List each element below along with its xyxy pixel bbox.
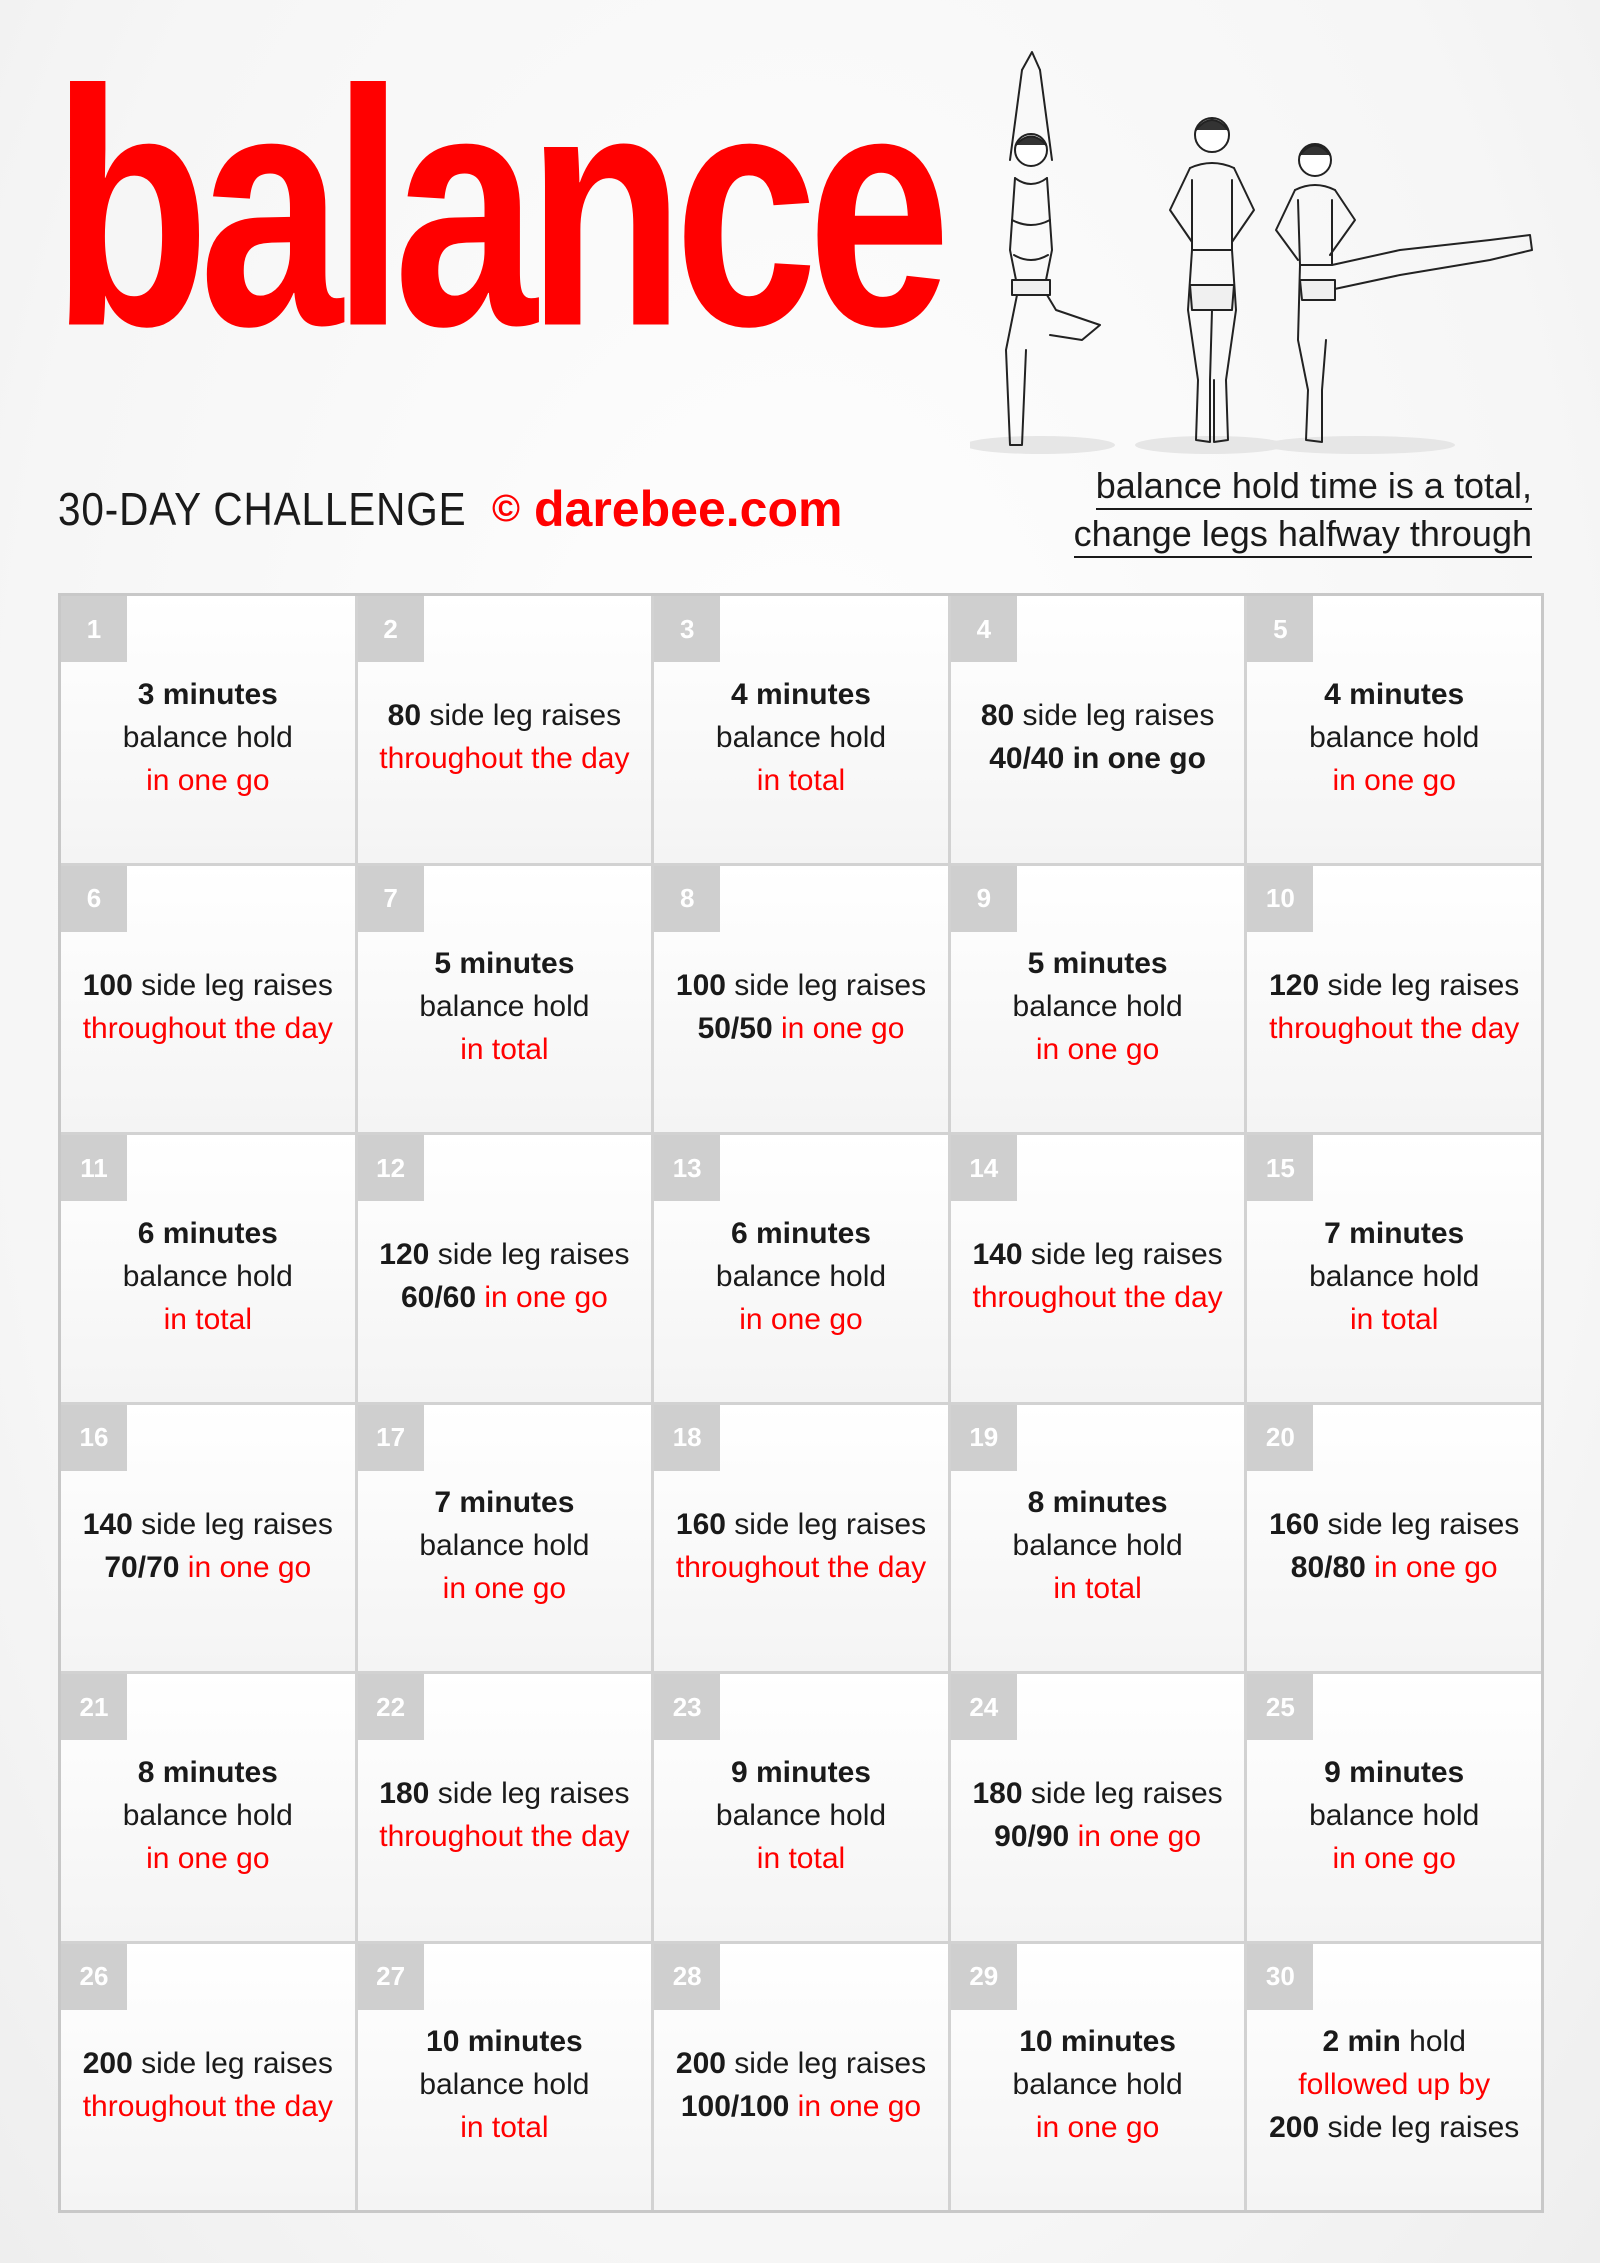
task-text: 180 xyxy=(972,1777,1023,1811)
task-text: minutes xyxy=(1340,677,1465,711)
day-number: 11 xyxy=(61,1135,127,1201)
day-cell-15 xyxy=(1247,1135,1541,1402)
task-line xyxy=(1269,1007,1519,1050)
task-highlight: in one go xyxy=(1332,763,1456,797)
day-cell-8 xyxy=(654,866,948,1133)
task-text: 100 xyxy=(82,968,133,1002)
day-task xyxy=(123,673,293,802)
task-text: 200 xyxy=(1269,2111,1320,2145)
task-line xyxy=(419,2063,589,2106)
task-line xyxy=(716,673,886,716)
task-highlight: in one go xyxy=(1365,1550,1498,1584)
day-number: 25 xyxy=(1247,1674,1313,1740)
day-number: 8 xyxy=(654,866,720,932)
task-text: minutes xyxy=(1044,947,1168,981)
day-task xyxy=(1309,673,1479,802)
task-line xyxy=(123,1751,293,1794)
task-highlight: in total xyxy=(756,1841,846,1875)
task-highlight: in one go xyxy=(1035,1033,1160,1067)
day-cell-9 xyxy=(951,866,1245,1133)
brand-name: darebee.com xyxy=(534,481,843,537)
task-text: side leg raises xyxy=(1319,1507,1520,1541)
task-highlight: in one go xyxy=(146,763,270,797)
task-text: 10 xyxy=(1019,2025,1053,2059)
task-text: 8 xyxy=(1027,1486,1045,1520)
task-text: balance hold xyxy=(419,990,590,1024)
day-number: 20 xyxy=(1247,1405,1313,1471)
task-line xyxy=(1269,2106,1519,2149)
task-text: balance hold xyxy=(715,720,887,754)
task-text: 7 xyxy=(1324,1216,1341,1250)
task-line xyxy=(973,1815,1223,1858)
day-task xyxy=(419,1481,589,1610)
task-text: side leg raises xyxy=(725,968,927,1002)
day-number: 26 xyxy=(61,1944,127,2010)
task-line xyxy=(1309,759,1479,802)
task-line xyxy=(419,1524,589,1567)
task-line xyxy=(1309,1751,1479,1794)
task-text: side leg raises xyxy=(725,2046,927,2080)
task-text: balance hold xyxy=(419,2068,590,2102)
task-highlight: followed up by xyxy=(1298,2068,1491,2102)
task-line xyxy=(981,694,1214,737)
day-cell-12 xyxy=(358,1135,652,1402)
task-text: 8 xyxy=(137,1755,155,1789)
day-task xyxy=(676,1503,926,1589)
task-highlight: in one go xyxy=(1069,1820,1202,1854)
task-text: 200 xyxy=(82,2046,133,2080)
task-line xyxy=(1013,1028,1183,1071)
day-cell-3 xyxy=(654,596,948,863)
day-task xyxy=(1269,964,1519,1050)
task-text: side leg raises xyxy=(1319,2111,1520,2145)
task-line xyxy=(1013,2020,1183,2063)
task-line xyxy=(1309,1837,1479,1880)
task-line xyxy=(419,1028,589,1071)
day-number: 22 xyxy=(358,1674,424,1740)
task-line xyxy=(1309,1298,1479,1341)
task-text: side leg raises xyxy=(1014,699,1215,733)
task-text: 160 xyxy=(1269,1507,1320,1541)
task-text: side leg raises xyxy=(132,968,333,1002)
task-text: balance hold xyxy=(1012,990,1183,1024)
day-task xyxy=(716,1212,886,1341)
task-line xyxy=(676,1546,926,1589)
task-line xyxy=(379,737,629,780)
task-line xyxy=(419,1481,589,1524)
day-cell-14 xyxy=(951,1135,1245,1402)
task-text: 3 xyxy=(137,677,155,711)
task-highlight: in one go xyxy=(739,1302,863,1336)
day-number: 1 xyxy=(61,596,127,662)
day-number: 17 xyxy=(358,1405,424,1471)
task-text: minutes xyxy=(459,2025,583,2059)
task-line xyxy=(379,1815,629,1858)
task-highlight: in one go xyxy=(1035,2111,1160,2145)
task-line xyxy=(676,1503,926,1546)
task-line xyxy=(716,1751,886,1794)
task-text: 4 xyxy=(730,677,748,711)
day-task xyxy=(1013,942,1183,1071)
task-line xyxy=(123,1212,293,1255)
instruction-note xyxy=(1012,462,1532,558)
task-highlight: throughout the day xyxy=(379,742,630,776)
task-text: balance hold xyxy=(419,1529,590,1563)
task-text: 60/60 xyxy=(400,1281,477,1315)
task-line xyxy=(123,1837,293,1880)
task-highlight: in one go xyxy=(476,1281,608,1315)
brand-link[interactable] xyxy=(492,480,842,538)
task-line xyxy=(716,1837,886,1880)
task-text: hold xyxy=(1400,2025,1466,2059)
day-cell-29 xyxy=(951,1944,1245,2211)
task-highlight: throughout the day xyxy=(82,2089,333,2123)
day-cell-21 xyxy=(61,1674,355,1941)
task-text: balance hold xyxy=(1309,1798,1480,1832)
day-task xyxy=(1013,1481,1183,1610)
standing-figure xyxy=(1170,118,1254,442)
day-number: 14 xyxy=(951,1135,1017,1201)
day-number: 21 xyxy=(61,1674,127,1740)
task-text: minutes xyxy=(154,677,278,711)
day-cell-6 xyxy=(61,866,355,1133)
task-text: side leg raises xyxy=(421,699,622,733)
task-text: 80 xyxy=(387,699,422,733)
task-text: 180 xyxy=(379,1777,430,1811)
task-text: minutes xyxy=(1340,1755,1465,1789)
task-line xyxy=(379,1772,629,1815)
task-line xyxy=(83,1007,333,1050)
task-text: balance hold xyxy=(1012,1529,1183,1563)
task-line xyxy=(379,1276,629,1319)
task-line xyxy=(716,1794,886,1837)
task-text: 6 xyxy=(137,1216,155,1250)
task-highlight: throughout the day xyxy=(82,1011,333,1045)
day-cell-16 xyxy=(61,1405,355,1672)
task-text: 10 xyxy=(426,2025,460,2059)
task-text: side leg raises xyxy=(1022,1238,1223,1272)
task-text: 5 xyxy=(434,947,452,981)
day-number: 5 xyxy=(1247,596,1313,662)
task-text: side leg raises xyxy=(132,2046,333,2080)
task-text: balance hold xyxy=(122,720,293,754)
task-line xyxy=(83,2085,333,2128)
tree-pose-figure xyxy=(1006,52,1100,445)
task-line xyxy=(716,1212,886,1255)
day-task xyxy=(716,1751,886,1880)
task-highlight: in one go xyxy=(772,1011,905,1045)
task-highlight: throughout the day xyxy=(675,1550,927,1584)
day-task xyxy=(123,1751,293,1880)
task-text: minutes xyxy=(747,1216,871,1250)
task-line xyxy=(1013,1481,1183,1524)
task-line xyxy=(83,2042,333,2085)
task-text: balance hold xyxy=(1012,2068,1183,2102)
task-text: minutes xyxy=(1340,1216,1465,1250)
task-text: 40/40 in one go xyxy=(989,742,1206,776)
day-task xyxy=(1269,2020,1519,2149)
day-number: 9 xyxy=(951,866,1017,932)
task-text: 120 xyxy=(379,1238,430,1272)
day-cell-1 xyxy=(61,596,355,863)
task-line xyxy=(1013,2063,1183,2106)
task-text: minutes xyxy=(154,1755,278,1789)
day-number: 30 xyxy=(1247,1944,1313,2010)
task-line xyxy=(123,759,293,802)
task-text: 120 xyxy=(1269,968,1320,1002)
challenge-calendar-grid xyxy=(58,593,1544,2213)
day-task xyxy=(1309,1751,1479,1880)
day-cell-5 xyxy=(1247,596,1541,863)
task-line xyxy=(676,1007,926,1050)
day-task xyxy=(972,1233,1222,1319)
day-number: 6 xyxy=(61,866,127,932)
task-line xyxy=(1013,1524,1183,1567)
day-task xyxy=(676,964,926,1050)
task-line xyxy=(419,985,589,1028)
day-cell-10 xyxy=(1247,866,1541,1133)
task-highlight: in total xyxy=(460,2111,549,2145)
task-text: side leg raises xyxy=(1319,968,1520,1002)
task-text: 6 xyxy=(730,1216,748,1250)
task-text: side leg raises xyxy=(725,1507,927,1541)
task-line xyxy=(972,1233,1222,1276)
task-line xyxy=(123,716,293,759)
day-task xyxy=(981,694,1214,780)
day-task xyxy=(419,942,589,1071)
task-line xyxy=(676,2042,926,2085)
task-line xyxy=(83,1546,333,1589)
task-text: 160 xyxy=(675,1507,726,1541)
task-line xyxy=(676,2085,926,2128)
task-line xyxy=(123,673,293,716)
day-number: 18 xyxy=(654,1405,720,1471)
task-text: minutes xyxy=(451,1486,575,1520)
task-line xyxy=(1269,2020,1519,2063)
day-number: 19 xyxy=(951,1405,1017,1471)
day-number: 23 xyxy=(654,1674,720,1740)
day-number: 27 xyxy=(358,1944,424,2010)
task-line xyxy=(1013,942,1183,985)
task-line xyxy=(1013,2106,1183,2149)
task-text: minutes xyxy=(154,1216,278,1250)
day-task xyxy=(1013,2020,1183,2149)
task-line xyxy=(1269,964,1519,1007)
day-cell-17 xyxy=(358,1405,652,1672)
task-text: balance hold xyxy=(1309,1259,1480,1293)
challenge-subtitle: 30-DAY CHALLENGE xyxy=(58,483,467,535)
day-cell-24 xyxy=(951,1674,1245,1941)
task-line xyxy=(972,1276,1222,1319)
day-number: 15 xyxy=(1247,1135,1313,1201)
day-number: 2 xyxy=(358,596,424,662)
task-text: 140 xyxy=(82,1507,133,1541)
day-task xyxy=(83,1503,333,1589)
day-cell-26 xyxy=(61,1944,355,2211)
task-line xyxy=(1269,1503,1519,1546)
note-line-1: balance hold time is a total, xyxy=(1096,465,1532,510)
task-line xyxy=(973,1772,1223,1815)
task-highlight: in total xyxy=(1349,1302,1439,1336)
task-line xyxy=(1309,716,1479,759)
task-text: 50/50 xyxy=(697,1011,773,1045)
day-cell-13 xyxy=(654,1135,948,1402)
task-text: 90/90 xyxy=(994,1820,1070,1854)
day-number: 3 xyxy=(654,596,720,662)
task-text: 2 min xyxy=(1322,2025,1401,2059)
day-cell-7 xyxy=(358,866,652,1133)
task-text: 4 xyxy=(1324,677,1341,711)
day-cell-4 xyxy=(951,596,1245,863)
task-line xyxy=(1309,1212,1479,1255)
exercise-figures-illustration xyxy=(970,50,1570,460)
task-text: 200 xyxy=(675,2046,726,2080)
task-line xyxy=(419,1567,589,1610)
task-text: side leg raises xyxy=(132,1507,333,1541)
task-text: balance hold xyxy=(715,1259,887,1293)
task-text: 80 xyxy=(980,699,1015,733)
day-cell-19 xyxy=(951,1405,1245,1672)
task-text: 140 xyxy=(972,1238,1023,1272)
day-cell-25 xyxy=(1247,1674,1541,1941)
task-line xyxy=(1013,985,1183,1028)
task-line xyxy=(676,964,926,1007)
day-number: 16 xyxy=(61,1405,127,1471)
task-line xyxy=(716,716,886,759)
task-text: minutes xyxy=(451,947,575,981)
task-text: minutes xyxy=(1044,1486,1168,1520)
side-leg-raise-figure xyxy=(1276,144,1532,442)
task-text: 80/80 xyxy=(1290,1550,1366,1584)
day-task xyxy=(83,2042,333,2128)
task-line xyxy=(716,759,886,802)
task-line xyxy=(1269,1546,1519,1589)
task-highlight: in one go xyxy=(146,1841,270,1875)
task-line xyxy=(1269,2063,1519,2106)
task-highlight: in one go xyxy=(179,1550,312,1584)
task-highlight: in one go xyxy=(442,1572,567,1606)
task-line xyxy=(83,964,333,1007)
day-cell-27 xyxy=(358,1944,652,2211)
day-cell-23 xyxy=(654,1674,948,1941)
task-highlight: in one go xyxy=(1332,1841,1456,1875)
task-text: balance hold xyxy=(715,1798,887,1832)
day-task xyxy=(123,1212,293,1341)
day-task xyxy=(379,1772,629,1858)
day-cell-20 xyxy=(1247,1405,1541,1672)
task-highlight: in total xyxy=(756,763,846,797)
task-line xyxy=(419,942,589,985)
day-task xyxy=(676,2042,926,2128)
task-line xyxy=(1309,1255,1479,1298)
day-number: 28 xyxy=(654,1944,720,2010)
page-title: balance xyxy=(52,19,941,397)
day-cell-28 xyxy=(654,1944,948,2211)
task-text: minutes xyxy=(1052,2025,1176,2059)
task-text: side leg raises xyxy=(429,1777,630,1811)
task-text: side leg raises xyxy=(1022,1777,1223,1811)
task-text: 9 xyxy=(730,1755,748,1789)
task-text: minutes xyxy=(747,677,871,711)
day-cell-2 xyxy=(358,596,652,863)
day-number: 10 xyxy=(1247,866,1313,932)
task-text: balance hold xyxy=(122,1259,293,1293)
task-line xyxy=(1309,673,1479,716)
task-text: 5 xyxy=(1027,947,1045,981)
task-line xyxy=(123,1794,293,1837)
task-line xyxy=(716,1255,886,1298)
day-number: 13 xyxy=(654,1135,720,1201)
day-task xyxy=(716,673,886,802)
task-line xyxy=(123,1255,293,1298)
task-highlight: in one go xyxy=(789,2089,922,2123)
day-cell-11 xyxy=(61,1135,355,1402)
task-highlight: in total xyxy=(1053,1572,1142,1606)
day-number: 29 xyxy=(951,1944,1017,2010)
day-number: 7 xyxy=(358,866,424,932)
day-cell-22 xyxy=(358,1674,652,1941)
task-highlight: throughout the day xyxy=(972,1281,1223,1315)
copyright-icon: © xyxy=(492,487,520,530)
task-line xyxy=(1013,1567,1183,1610)
day-number: 12 xyxy=(358,1135,424,1201)
task-line xyxy=(981,737,1214,780)
task-text: 100/100 xyxy=(680,2089,790,2123)
day-task xyxy=(379,694,629,780)
task-text: 9 xyxy=(1324,1755,1341,1789)
task-text: 7 xyxy=(434,1486,452,1520)
note-line-2: change legs halfway through xyxy=(1074,513,1532,558)
task-line xyxy=(419,2020,589,2063)
task-line xyxy=(1309,1794,1479,1837)
task-text: side leg raises xyxy=(429,1238,630,1272)
day-task xyxy=(419,2020,589,2149)
task-text: 70/70 xyxy=(104,1550,180,1584)
task-line xyxy=(379,1233,629,1276)
day-cell-30 xyxy=(1247,1944,1541,2211)
day-cell-18 xyxy=(654,1405,948,1672)
task-highlight: in total xyxy=(163,1302,252,1336)
task-line xyxy=(123,1298,293,1341)
day-number: 4 xyxy=(951,596,1017,662)
day-number: 24 xyxy=(951,1674,1017,1740)
day-task xyxy=(1309,1212,1479,1341)
task-line xyxy=(419,2106,589,2149)
task-text: minutes xyxy=(747,1755,871,1789)
task-line xyxy=(716,1298,886,1341)
task-text: balance hold xyxy=(122,1798,293,1832)
day-task xyxy=(1269,1503,1519,1589)
task-highlight: in total xyxy=(460,1033,549,1067)
day-task xyxy=(83,964,333,1050)
task-text: balance hold xyxy=(1309,720,1480,754)
task-text: 100 xyxy=(675,968,726,1002)
day-task xyxy=(973,1772,1223,1858)
day-task xyxy=(379,1233,629,1319)
task-highlight: throughout the day xyxy=(1269,1011,1520,1045)
task-line xyxy=(83,1503,333,1546)
task-line xyxy=(379,694,629,737)
task-highlight: throughout the day xyxy=(379,1820,630,1854)
